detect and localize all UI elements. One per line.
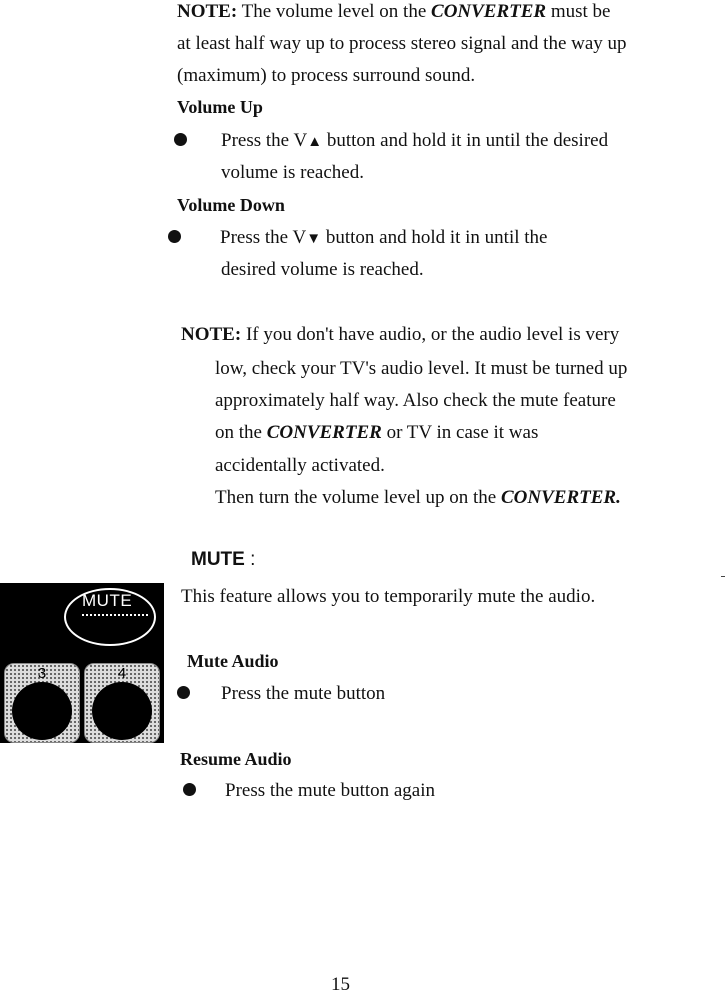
volume-up-step-line-2: volume is reached. [221,162,364,183]
note-1-label: NOTE: [177,1,238,22]
up-arrow-icon: ▲ [307,134,323,150]
volume-down-step-text-end: button and hold it in until the [321,227,548,248]
volume-up-heading: Volume Up [177,97,263,117]
volume-up-step-text-end: button and hold it in until the desired [322,130,609,151]
note-1-line-1 [177,1,611,23]
note-2-line-3: approximately half way. Also check the mute feature [215,390,616,411]
edge-mark [721,576,725,577]
note-2-line-1 [181,324,619,346]
converter-brand: CONVERTER [431,1,547,22]
down-arrow-icon: ▼ [306,231,322,247]
key-3-button-icon [12,682,72,740]
volume-up-step-text: Press the V [221,130,308,151]
note-2-line-6 [215,487,621,509]
mute-description: This feature allows you to temporarily mute the audio. [181,586,596,607]
mute-heading-text: MUTE [191,549,245,570]
note-2-line-4 [215,422,538,444]
note-2-line-2: low, check your TV's audio level. It must be turned up [215,358,628,379]
bullet-icon [168,230,181,243]
key-4-button-icon [92,682,152,740]
converter-brand: CONVERTER [266,422,382,443]
note-2-text: Then turn the volume level up on the [215,487,501,508]
volume-down-step-line-1 [220,227,547,250]
mute-audio-heading: Mute Audio [187,651,279,671]
key-4-label: 4 [117,665,127,682]
converter-brand: CONVERTER. [500,487,621,508]
resume-audio-heading: Resume Audio [180,749,292,769]
note-1-text-end: must be [546,1,611,22]
note-1-line-2: at least half way up to process stereo signal and the way up [177,33,627,54]
mute-button-label: MUTE [82,591,133,610]
key-4 [84,663,160,743]
remote-illustration [0,583,164,743]
key-3-label: 3 [37,665,47,682]
note-1-line-3: (maximum) to process surround sound. [177,65,476,86]
bullet-icon [177,686,190,699]
note-2-text: If you don't have audio, or the audio level is very [241,324,620,345]
bullet-icon [183,783,196,796]
volume-down-heading: Volume Down [177,195,285,215]
mute-heading [191,549,255,571]
volume-up-step-line-1 [221,130,608,153]
volume-down-step-text: Press the V [220,227,307,248]
bullet-icon [174,133,187,146]
mute-audio-step: Press the mute button [221,683,386,704]
note-2-label: NOTE: [181,324,242,345]
note-2-text: on the [215,422,267,443]
key-3 [4,663,80,743]
note-2-line-5: accidentally activated. [215,455,385,476]
note-1-text: The volume level on the [237,1,432,22]
page-number: 15 [331,974,350,995]
note-2-text-end: or TV in case it was [381,422,539,443]
volume-down-step-line-2: desired volume is reached. [221,259,424,280]
mute-heading-suffix: : [244,549,256,570]
mute-button-dashes [82,614,148,616]
resume-audio-step: Press the mute button again [225,780,436,801]
